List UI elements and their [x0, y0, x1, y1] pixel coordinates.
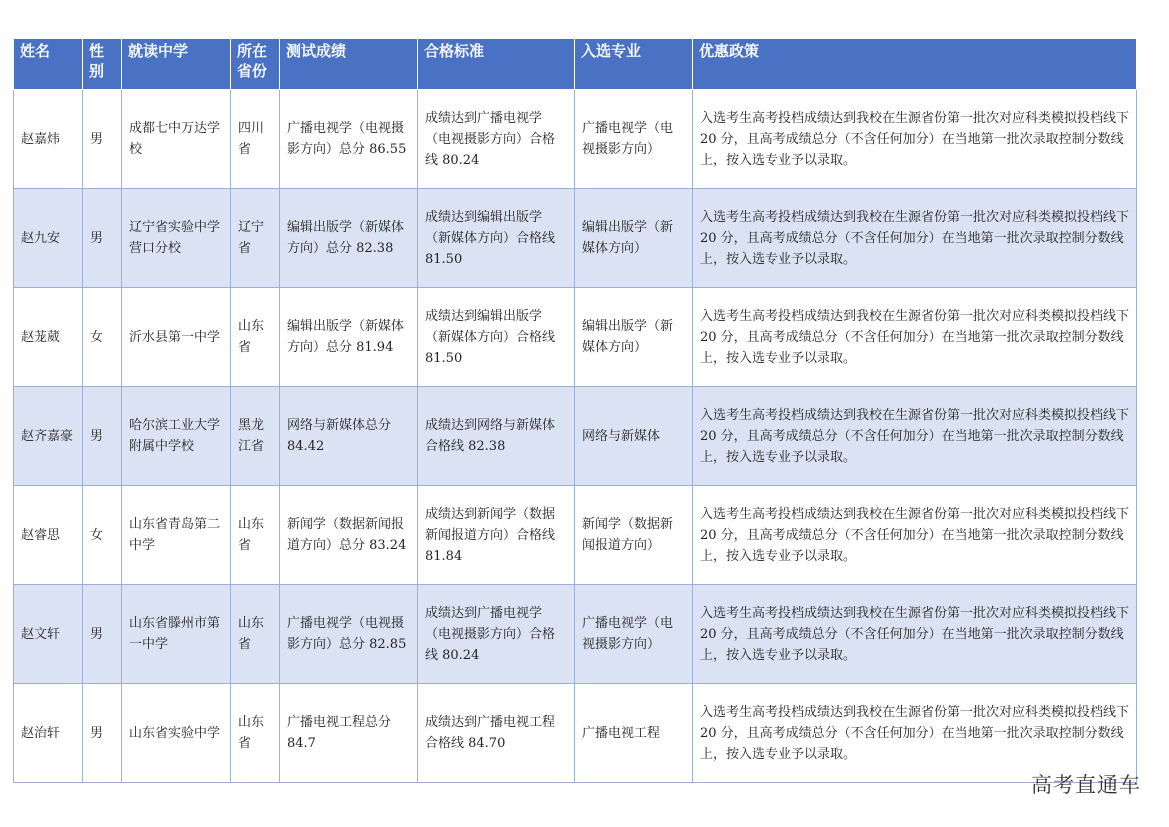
- cell-gender: 女: [83, 486, 122, 585]
- cell-school: 辽宁省实验中学营口分校: [122, 189, 231, 288]
- cell-score: 编辑出版学（新媒体方向）总分 81.94: [280, 288, 418, 387]
- table-row: [14, 90, 1137, 189]
- header-school: 就读中学: [122, 39, 231, 90]
- table-row: [14, 288, 1137, 387]
- cell-policy: 入选考生高考投档成绩达到我校在生源省份第一批次对应科类模拟投档线下 20 分，且高考成绩总分（不含任何加分）在当地第一批次录取控制分数线上，按入选专业予以录取。: [693, 189, 1137, 288]
- cell-province: 山东省: [231, 288, 280, 387]
- cell-major: 新闻学（数据新闻报道方向）: [575, 486, 693, 585]
- cell-gender: 男: [83, 90, 122, 189]
- header-policy: 优惠政策: [693, 39, 1137, 90]
- header-major: 入选专业: [575, 39, 693, 90]
- cell-gender: 男: [83, 387, 122, 486]
- header-province: 所在省份: [231, 39, 280, 90]
- cell-score: 新闻学（数据新闻报道方向）总分 83.24: [280, 486, 418, 585]
- header-gender: 性别: [83, 39, 122, 90]
- cell-standard: 成绩达到广播电视工程合格线 84.70: [418, 684, 575, 783]
- table-row: [14, 486, 1137, 585]
- cell-score: 广播电视学（电视摄影方向）总分 86.55: [280, 90, 418, 189]
- cell-name: 赵嘉炜: [14, 90, 83, 189]
- cell-name: 赵九安: [14, 189, 83, 288]
- cell-standard: 成绩达到编辑出版学（新媒体方向）合格线 81.50: [418, 288, 575, 387]
- admission-table: [13, 38, 1137, 783]
- cell-school: 山东省青岛第二中学: [122, 486, 231, 585]
- cell-major: 编辑出版学（新媒体方向）: [575, 288, 693, 387]
- cell-school: 山东省滕州市第一中学: [122, 585, 231, 684]
- cell-score: 广播电视工程总分 84.7: [280, 684, 418, 783]
- cell-province: 辽宁省: [231, 189, 280, 288]
- cell-school: 山东省实验中学: [122, 684, 231, 783]
- cell-standard: 成绩达到网络与新媒体合格线 82.38: [418, 387, 575, 486]
- cell-major: 广播电视学（电视摄影方向）: [575, 585, 693, 684]
- cell-province: 山东省: [231, 585, 280, 684]
- cell-policy: 入选考生高考投档成绩达到我校在生源省份第一批次对应科类模拟投档线下 20 分，且高考成绩总分（不含任何加分）在当地第一批次录取控制分数线上，按入选专业予以录取。: [693, 684, 1137, 783]
- cell-standard: 成绩达到编辑出版学（新媒体方向）合格线 81.50: [418, 189, 575, 288]
- cell-score: 网络与新媒体总分 84.42: [280, 387, 418, 486]
- cell-score: 广播电视学（电视摄影方向）总分 82.85: [280, 585, 418, 684]
- cell-name: 赵睿思: [14, 486, 83, 585]
- header-row: [14, 39, 1137, 90]
- cell-name: 赵茏葳: [14, 288, 83, 387]
- table-row: [14, 684, 1137, 783]
- cell-province: 四川省: [231, 90, 280, 189]
- cell-name: 赵齐嘉豪: [14, 387, 83, 486]
- cell-gender: 女: [83, 288, 122, 387]
- cell-name: 赵治轩: [14, 684, 83, 783]
- cell-standard: 成绩达到广播电视学（电视摄影方向）合格线 80.24: [418, 90, 575, 189]
- cell-province: 山东省: [231, 684, 280, 783]
- header-standard: 合格标准: [418, 39, 575, 90]
- cell-standard: 成绩达到新闻学（数据新闻报道方向）合格线 81.84: [418, 486, 575, 585]
- cell-gender: 男: [83, 585, 122, 684]
- cell-policy: 入选考生高考投档成绩达到我校在生源省份第一批次对应科类模拟投档线下 20 分，且高考成绩总分（不含任何加分）在当地第一批次录取控制分数线上，按入选专业予以录取。: [693, 90, 1137, 189]
- cell-school: 沂水县第一中学: [122, 288, 231, 387]
- cell-gender: 男: [83, 189, 122, 288]
- cell-gender: 男: [83, 684, 122, 783]
- cell-major: 广播电视学（电视摄影方向）: [575, 90, 693, 189]
- cell-policy: 入选考生高考投档成绩达到我校在生源省份第一批次对应科类模拟投档线下 20 分，且高考成绩总分（不含任何加分）在当地第一批次录取控制分数线上，按入选专业予以录取。: [693, 387, 1137, 486]
- cell-school: 成都七中万达学校: [122, 90, 231, 189]
- header-score: 测试成绩: [280, 39, 418, 90]
- table-row: [14, 585, 1137, 684]
- cell-score: 编辑出版学（新媒体方向）总分 82.38: [280, 189, 418, 288]
- cell-policy: 入选考生高考投档成绩达到我校在生源省份第一批次对应科类模拟投档线下 20 分，且高考成绩总分（不含任何加分）在当地第一批次录取控制分数线上，按入选专业予以录取。: [693, 486, 1137, 585]
- cell-policy: 入选考生高考投档成绩达到我校在生源省份第一批次对应科类模拟投档线下 20 分，且高考成绩总分（不含任何加分）在当地第一批次录取控制分数线上，按入选专业予以录取。: [693, 288, 1137, 387]
- table-row: [14, 189, 1137, 288]
- cell-name: 赵文轩: [14, 585, 83, 684]
- cell-province: 黑龙江省: [231, 387, 280, 486]
- cell-major: 广播电视工程: [575, 684, 693, 783]
- watermark: 高考直通车: [1031, 773, 1141, 797]
- cell-province: 山东省: [231, 486, 280, 585]
- cell-major: 网络与新媒体: [575, 387, 693, 486]
- cell-major: 编辑出版学（新媒体方向）: [575, 189, 693, 288]
- table-row: [14, 387, 1137, 486]
- cell-standard: 成绩达到广播电视学（电视摄影方向）合格线 80.24: [418, 585, 575, 684]
- header-name: 姓名: [14, 39, 83, 90]
- cell-policy: 入选考生高考投档成绩达到我校在生源省份第一批次对应科类模拟投档线下 20 分，且高考成绩总分（不含任何加分）在当地第一批次录取控制分数线上，按入选专业予以录取。: [693, 585, 1137, 684]
- cell-school: 哈尔滨工业大学附属中学校: [122, 387, 231, 486]
